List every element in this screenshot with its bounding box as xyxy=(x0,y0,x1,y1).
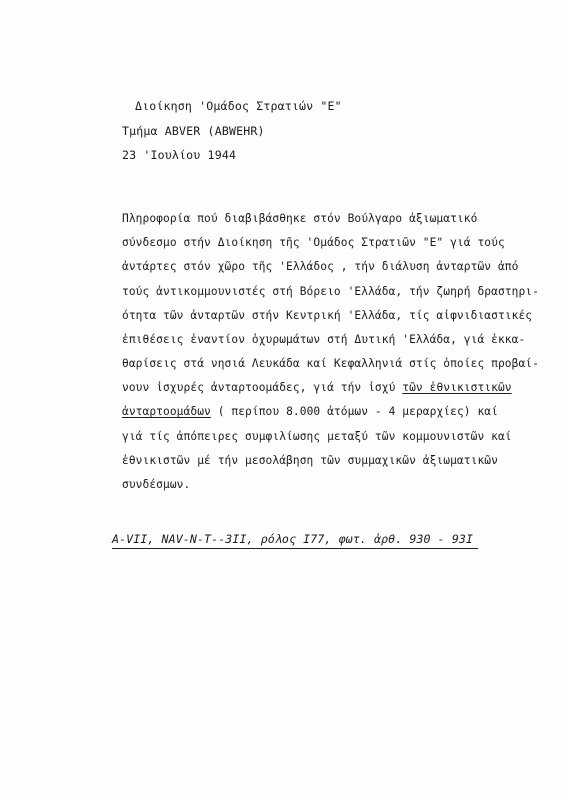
body-line: θαρίσεις στά νησιά Λευκάδα καί Κεφαλληνιά στίς ὁποίες προβαί- xyxy=(122,357,539,370)
body-line: ἀντάρτες στόν χῶρο τῆς 'Ελλάδος , τήν διάλυση ἀνταρτῶν ἀπό xyxy=(122,260,519,273)
body-line xyxy=(122,405,498,419)
body-line: σύνδεσμο στήν Διοίκηση τῆς 'Ομάδος Στρατιῶν "Ε" γιά τούς xyxy=(122,236,505,249)
body-line: συνδέσμων. xyxy=(122,478,191,491)
body-line: γιά τίς ἀπόπειρες συμφιλίωσης μεταξύ τῶν κομμουνιστῶν καί xyxy=(122,430,512,443)
body-line xyxy=(122,381,512,395)
body-line: ἐπιθέσεις ἐναντίον ὀχυρωμάτων στή Δυτική 'Ελλάδα, γιά ἐκκα- xyxy=(122,333,526,346)
body-line: τούς ἀντικομμουνιστές στή Βόρειο 'Ελλάδα, τήν ζωηρή δραστηρι- xyxy=(122,285,539,298)
underlined-phrase: ἀνταρτοομάδων xyxy=(122,405,211,418)
header-department: Τμήμα ABVER (ABWEHR) xyxy=(122,124,265,138)
body-line: Πληροφορία πού διαβιβάσθηκε στόν Βούλγαρο ἀξιωματικό xyxy=(122,212,478,225)
body-line-segment: νουν ἰσχυρές ἀνταρτοομάδες, γιά τήν ἰσχύ xyxy=(122,381,403,394)
header-command: Διοίκηση 'Ομάδος Στρατιών "Ε" xyxy=(135,99,342,113)
header-date: 23 'Ιουλίου 1944 xyxy=(122,148,237,162)
archive-citation: A-VII, NAV-N-T--3II, ρόλος I77, φωτ. ἀρθ. 930 - 93I xyxy=(112,532,474,546)
body-line: ότητα τῶν ἀνταρτῶν στήν Κεντρική 'Ελλάδα, τίς αἰφνιδιαστικές xyxy=(122,309,533,322)
body-line-segment: ( περίπου 8.000 ἀτόμων - 4 μεραρχίες) καί xyxy=(210,405,498,418)
body-line: ἐθνικιστῶν μέ τήν μεσολάβηση τῶν συμμαχικῶν ἀξιωματικῶν xyxy=(122,454,498,467)
underlined-phrase: τῶν ἐθνικιστικῶν xyxy=(402,381,512,394)
citation-underline xyxy=(112,548,478,549)
